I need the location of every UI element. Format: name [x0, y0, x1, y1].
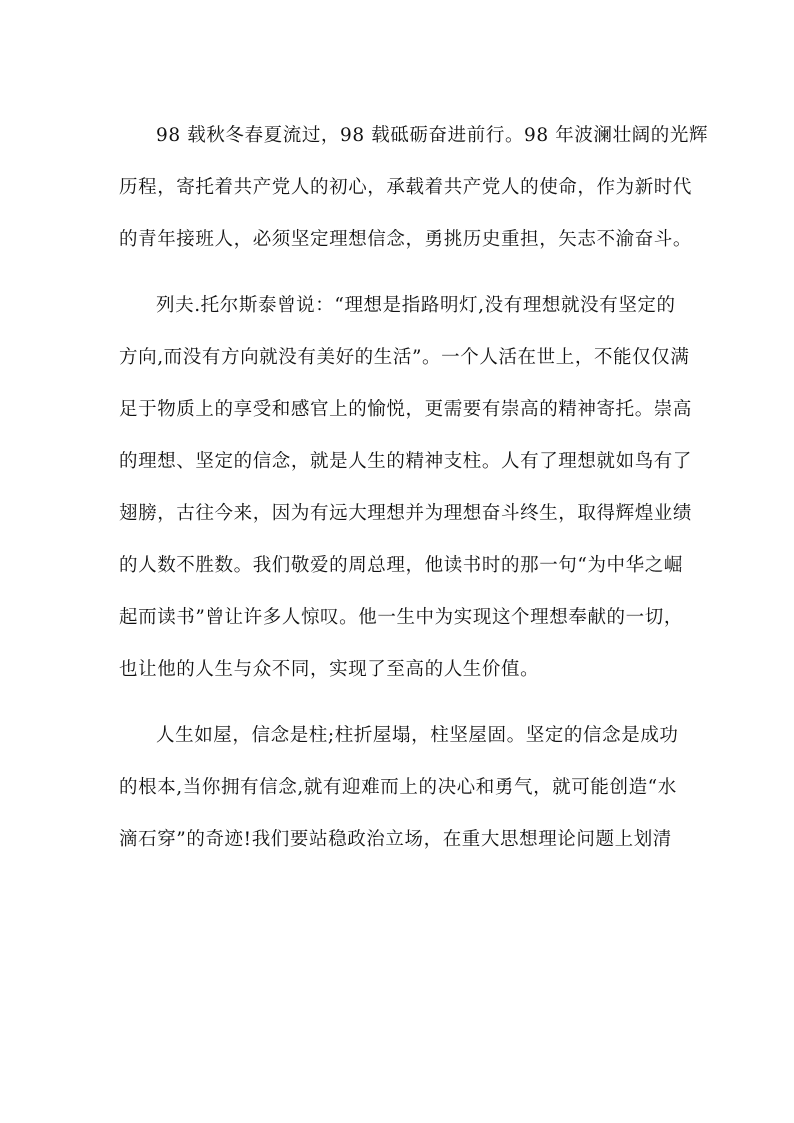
paragraph-1	[119, 110, 709, 266]
document-body	[119, 110, 709, 880]
text-line: 的青年接班人，必须坚定理想信念，勇挑历史重担，矢志不渝奋斗。	[119, 229, 693, 250]
text-line: 人生如屋，信念是柱;柱折屋塌，柱坚屋固。坚定的信念是成功	[156, 725, 679, 746]
text-line: 98 载秋冬春夏流过，98 载砥砺奋进前行。98 年波澜壮阔的光辉	[156, 125, 709, 146]
text-line: 方向,而没有方向就没有美好的生活”。一个人活在世上，不能仅仅满	[119, 347, 690, 368]
text-line: 起而读书”曾让许多人惊叹。他一生中为实现这个理想奉献的一切，	[119, 607, 683, 628]
text-line: 翅膀，古往今来，因为有远大理想并为理想奋斗终生，取得辉煌业绩	[119, 503, 693, 524]
text-line: 列夫.托尔斯泰曾说：“理想是指路明灯,没有理想就没有坚定的	[156, 295, 676, 316]
paragraph-2	[119, 280, 693, 696]
text-line: 历程，寄托着共产党人的初心，承载着共产党人的使命，作为新时代	[119, 177, 693, 198]
text-line: 滴石穿”的奇迹!我们要站稳政治立场，在重大思想理论问题上划清	[119, 829, 672, 850]
text-line: 的根本,当你拥有信念,就有迎难而上的决心和勇气，就可能创造“水	[119, 777, 677, 798]
text-line: 也让他的人生与众不同，实现了至高的人生价值。	[119, 659, 540, 680]
paragraph-3	[119, 710, 679, 866]
text-line: 的理想、坚定的信念，就是人生的精神支柱。人有了理想就如鸟有了	[119, 451, 693, 472]
text-line: 的人数不胜数。我们敬爱的周总理，他读书时的那一句“为中华之崛	[119, 555, 683, 576]
text-line: 足于物质上的享受和感官上的愉悦，更需要有崇高的精神寄托。崇高	[119, 399, 693, 420]
